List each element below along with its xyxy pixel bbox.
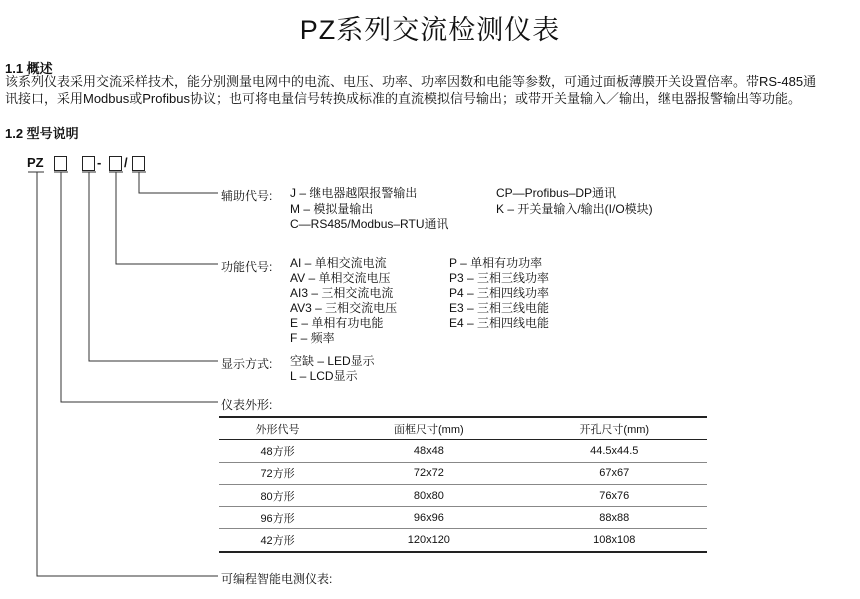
table-cell: 67x67: [522, 462, 707, 484]
function-item-right-3: E3 – 三相三线电能: [449, 301, 550, 315]
table-cell: 120x120: [336, 529, 521, 552]
table-row: [219, 507, 707, 529]
footer-label: 可编程智能电测仪表:: [221, 572, 333, 586]
table-row: [219, 462, 707, 484]
display-item-1: L – LCD显示: [290, 369, 358, 383]
function-item-left-4: E – 单相有功电能: [290, 316, 384, 330]
table-cell: 72x72: [336, 462, 521, 484]
table-cell: 80方形: [219, 484, 336, 506]
aux-item-left-1: M – 模拟量输出: [290, 202, 374, 216]
table-cell: 42方形: [219, 529, 336, 552]
table-cell: 48方形: [219, 440, 336, 462]
table-cell: 80x80: [336, 484, 521, 506]
function-item-right-2: P4 – 三相四线功率: [449, 286, 550, 300]
overview-line-2: 讯接口，采用Modbus或Profibus协议；也可将电量信号转换成标准的直流模拟信号输出；或带开关量输入／输出，继电器报警输出等功能。: [5, 91, 801, 106]
table-header: 开孔尺寸(mm): [522, 417, 707, 440]
table-cell: 72方形: [219, 462, 336, 484]
table-header: 面框尺寸(mm): [336, 417, 521, 440]
aux-label: 辅助代号:: [221, 189, 273, 203]
shape-label: 仪表外形:: [221, 398, 273, 412]
function-item-left-5: F – 频率: [290, 331, 335, 345]
table-cell: 44.5x44.5: [522, 440, 707, 462]
function-item-left-1: AV – 单相交流电压: [290, 271, 391, 285]
function-item-left-2: AI3 – 三相交流电流: [290, 286, 394, 300]
function-item-right-4: E4 – 三相四线电能: [449, 316, 550, 330]
table-cell: 96方形: [219, 507, 336, 529]
overview-heading: 1.1 概述: [5, 61, 53, 76]
function-item-right-0: P – 单相有功功率: [449, 256, 543, 270]
function-label: 功能代号:: [221, 260, 273, 274]
table-row: [219, 484, 707, 506]
aux-item-left-0: J – 继电器越限报警输出: [290, 186, 418, 200]
table-row: [219, 529, 707, 552]
aux-item-left-2: C—RS485/Modbus–RTU通讯: [290, 217, 449, 231]
display-label: 显示方式:: [221, 357, 273, 371]
code-separator-slash: /: [124, 155, 128, 170]
table-header: 外形代号: [219, 417, 336, 440]
display-item-0: 空缺 – LED显示: [290, 354, 375, 368]
aux-item-right-0: CP—Profibus–DP通讯: [496, 186, 617, 200]
overview-line-1: 该系列仪表采用交流采样技术，能分别测量电网中的电流、电压、功率、功率因数和电能等参数，可通过面板薄膜开关设置倍率。带RS-485通: [5, 74, 817, 89]
page-title: PZ系列交流检测仪表: [299, 15, 561, 45]
table-cell: 88x88: [522, 507, 707, 529]
table-cell: 48x48: [336, 440, 521, 462]
model-heading: 1.2 型号说明: [5, 126, 79, 141]
table-header-row: [219, 417, 707, 440]
model-prefix: PZ: [27, 155, 44, 170]
aux-item-right-1: K – 开关量输入/输出(I/O模块): [496, 202, 653, 216]
table-cell: 108x108: [522, 529, 707, 552]
code-separator-dash: -: [97, 155, 102, 170]
function-item-left-0: AI – 单相交流电流: [290, 256, 387, 270]
table-row: [219, 440, 707, 462]
shape-dimensions-table: [219, 416, 707, 553]
function-item-right-1: P3 – 三相三线功率: [449, 271, 550, 285]
table-cell: 76x76: [522, 484, 707, 506]
function-item-left-3: AV3 – 三相交流电压: [290, 301, 398, 315]
table-cell: 96x96: [336, 507, 521, 529]
